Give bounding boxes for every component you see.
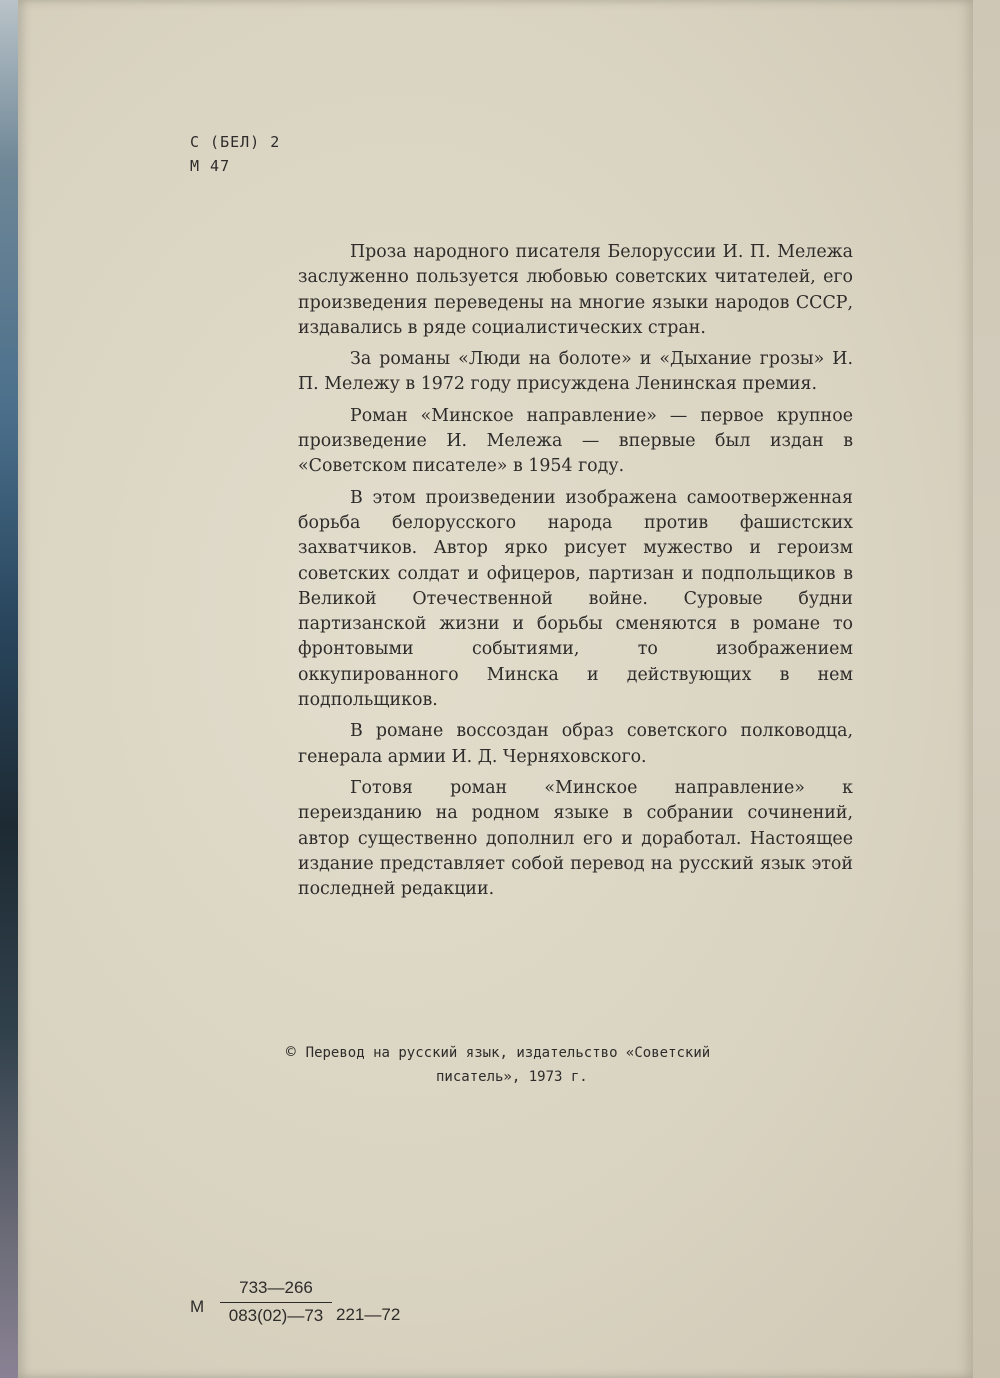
annotation-text (298, 240, 853, 908)
fraction-line (220, 1302, 332, 1303)
classification-code (190, 130, 280, 178)
annotation-paragraph: В этом произведении изображена самоотверженная борьба белорусского народа против фашистских захватчиков. Автор ярко рисует мужество и героизм советских солдат и офицеров, партизан и подпольщиков в Великой Отечественной войне. Суровые будни партизанской жизни и борьбы сменяются в романе то фронтовыми событиями, то изображением оккупированного Минска и действующих в нем подпольщиков. (298, 487, 853, 711)
classification-line-2: М 47 (190, 157, 231, 175)
copyright-line-2: писатель», 1973 г. (436, 1069, 588, 1085)
index-numerator: 733—266 (239, 1278, 313, 1297)
annotation-paragraph: Проза народного писателя Белоруссии И. П. Мележа заслуженно пользуется любовью советских читателей, его произведения переведены на многие языки народов СССР, издавались в ряде социалистических стран. (298, 242, 853, 338)
annotation-paragraph: За романы «Люди на болоте» и «Дыхание грозы» И. П. Мележу в 1972 году присуждена Ленинская премия. (298, 349, 853, 395)
copyright-line-1: Перевод на русский язык, издательство «Советский (305, 1045, 711, 1061)
book-page (18, 0, 973, 1378)
index-denominator: 083(02)—73 (228, 1306, 324, 1325)
index-tail: 221—72 (336, 1305, 401, 1324)
annotation-paragraph: Готовя роман «Минское направление» к переизданию на родном языке в собрании сочинений, автор существенно дополнил его и доработал. Настоящее издание представляет собой перевод на русский язык этой последней редакции. (298, 777, 853, 900)
index-fraction (220, 1275, 332, 1328)
annotation-paragraph: В романе воссоздан образ советского полководца, генерала армии И. Д. Черняховского. (298, 721, 853, 767)
copyright-notice (286, 1040, 846, 1089)
background-edge (970, 0, 1000, 1378)
copyright-symbol: © (286, 1042, 296, 1061)
index-letter: М (190, 1297, 205, 1316)
annotation-paragraph: Роман «Минское направление» — первое крупное произведение И. Мележа — впервые был издан в «Советском писателе» в 1954 году. (298, 405, 853, 477)
classification-line-1: С (БЕЛ) 2 (190, 133, 281, 151)
